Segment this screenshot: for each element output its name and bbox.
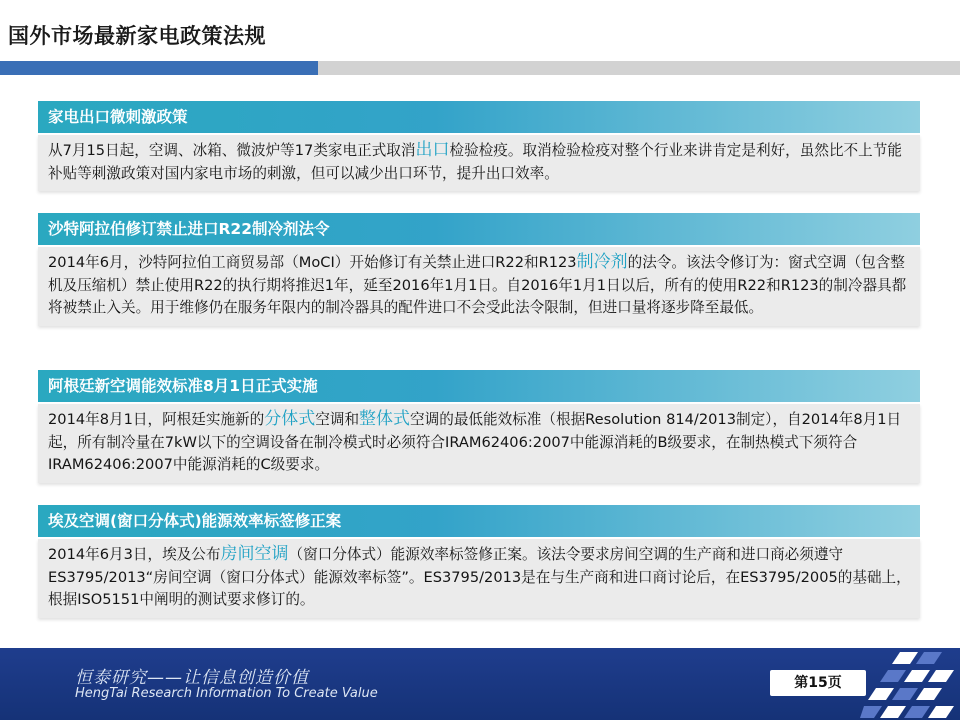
highlight-term: 出口 [415,140,450,160]
slogan-chinese: 恒泰研究——让信息创造价值 [75,668,309,688]
section-heading: 埃及空调(窗口分体式)能源效率标签修正案 [38,505,920,537]
title-underline-gray [318,61,960,75]
checkered-logo-icon [860,648,960,720]
body-text: 空调的最低能效标准（根据Resolution 814/2013制定），自2014年8月1日起，所有制冷量在7kW以下的空调设备在制冷模式时必须符合IRAM62406:2007中能源消耗的B级要求，在制热模式下须符合IRAM62406:2007中能源消耗的C级要求。 [48,411,902,473]
body-text: 的法令。该法令修订为：窗式空调（包含整机及压缩机）禁止使用R22的执行期将推迟1年，延至2016年1月1日。自2016年1月1日以后，所有的使用R22和R123的制冷器具都将被禁止入关。用于维修仍在服务年限内的制冷器具的配件进口不会受此法令限制，但进口量将逐步降至最低。 [48,254,907,316]
body-text: 2014年6月3日，埃及公布 [48,546,221,563]
page-title: 国外市场最新家电政策法规 [8,24,266,48]
policy-section-egypt [38,505,920,618]
section-heading: 沙特阿拉伯修订禁止进口R22制冷剂法令 [38,213,920,245]
policy-section-argentina [38,370,920,483]
body-text: （窗口分体式）能源效率标签修正案。该法令要求房间空调的生产商和进口商必须遵守ES3795/2013“房间空调（窗口分体式）能源效率标签”。ES3795/2013是在与生产商和进口商讨论后，在ES3795/2005的基础上，根据ISO5151中阐明的测试要求修订的。 [48,546,911,608]
highlight-term: 制冷剂 [576,252,628,272]
slogan-english: HengTai Research Information To Create Value [75,686,378,701]
body-text: 空调和 [315,411,360,428]
body-text: 检验检疫。取消检验检疫对整个行业来讲肯定是利好，虽然比不上节能补贴等刺激政策对国内家电市场的刺激，但可以减少出口环节，提升出口效率。 [48,142,902,182]
page-number: 第15页 [770,670,866,696]
section-heading: 家电出口微刺激政策 [38,101,920,133]
section-body [38,404,920,483]
body-text: 从7月15日起，空调、冰箱、微波炉等17类家电正式取消 [48,142,416,159]
policy-section-export [38,101,920,191]
section-body [38,539,920,618]
highlight-term: 分体式 [264,409,316,429]
section-body [38,247,920,326]
highlight-term: 整体式 [359,409,411,429]
section-body [38,135,920,191]
highlight-term: 房间空调 [220,544,289,564]
title-underline-accent [0,61,318,75]
policy-section-saudi [38,213,920,326]
body-text: 2014年8月1日，阿根廷实施新的 [48,411,265,428]
body-text: 2014年6月，沙特阿拉伯工商贸易部（MoCI）开始修订有关禁止进口R22和R123 [48,254,577,271]
footer-banner [0,648,960,720]
section-heading: 阿根廷新空调能效标准8月1日正式实施 [38,370,920,402]
